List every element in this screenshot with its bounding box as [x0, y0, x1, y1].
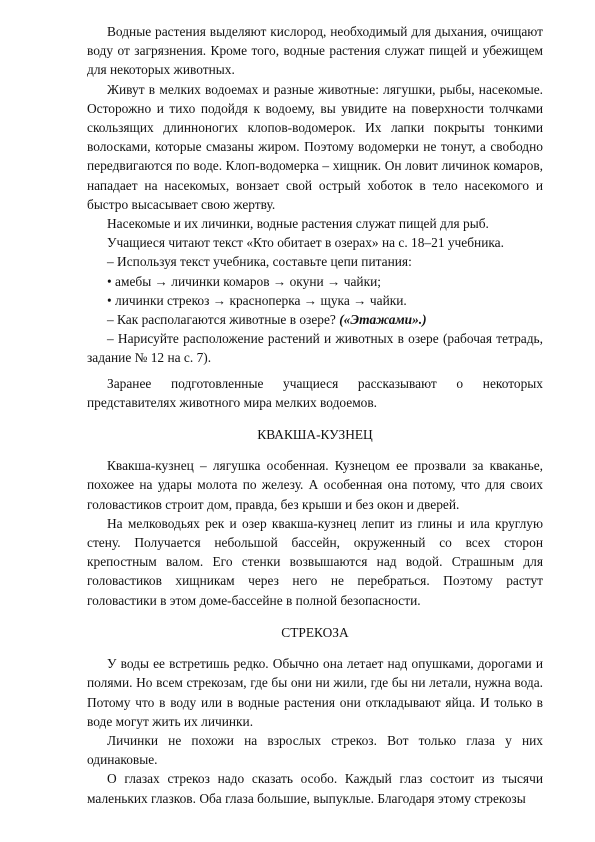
section-title-dragonfly: СТРЕКОЗА — [281, 624, 349, 640]
list-item-drawing-task: – Нарисуйте расположение растений и животных в озере (рабочая тетрадь, задание № 12 на с. 7). — [87, 331, 543, 366]
paragraph-dragonfly-2: Личинки не похожи на взрослых стрекоз. Вот только глаза у них одинаковые. — [87, 732, 543, 768]
paragraph-reading-task: Учащиеся читают текст «Кто обитает в озерах» на с. 18–21 учебника. — [107, 235, 504, 251]
paragraph-dragonfly-3: О глазах стрекоз надо сказать особо. Каждый глаз состоит из тысячи маленьких глазков. Оба глаза большие, выпуклые. Благодаря этому стрекозы — [87, 771, 543, 806]
paragraph-fish-food: Насекомые и их личинки, водные растения служат пищей для рыб. — [107, 216, 489, 232]
list-item-chain-2: • личинки стрекоз → красноперка → щука → чайки. — [107, 292, 407, 308]
paragraph-plants-oxygen: Водные растения выделяют кислород, необходимый для дыхания, очищают воду от загрязнения. Кроме того, водные растения служат пищей и убежищем для некоторых животных. — [87, 24, 543, 78]
list-item-chain-1: • амебы → личинки комаров → окуни → чайки; — [107, 273, 381, 289]
paragraph-dragonfly-1: У воды ее встретишь редко. Обычно она летает над опушками, дорогами и полями. Но всем стрекозам, где бы они ни жили, где бы ни летали, нужна вода. Потому что в воду или в водные растения они откладывают яйца. И только в воде могут жить их личинки. — [87, 656, 543, 729]
document-page — [87, 22, 543, 808]
paragraph-prepared-students: Заранее подготовленные учащиеся рассказывают о некоторых представителях животного мира мелких водоемов. — [87, 375, 543, 410]
list-item-question — [87, 310, 543, 329]
list-item-task-chains: – Используя текст учебника, составьте цепи питания: — [107, 254, 412, 270]
question-answer: («Этажами».) — [339, 312, 427, 328]
section-title-frog: КВАКША-КУЗНЕЦ — [257, 427, 373, 443]
paragraph-water-striders: Живут в мелких водоемах и разные животные: лягушки, рыбы, насекомые. Осторожно и тихо подойдя к водоему, вы увидите на поверхности толчками скользящих длинноногих клопов-водомерок. Их лапки покрыты тонкими волосками, которые смазаны жиром. Поэтому водомерки не тонут, а свободно передвигаются по воде. Клоп-водомерка – хищник. Он ловит личинок комаров, нападает на насекомых, вонзает свой острый хоботок в тело насекомого и быстро высасывает свою жертву. — [87, 81, 543, 212]
paragraph-frog-2: На мелководьях рек и озер квакша-кузнец лепит из глины и ила круглую стену. Получается небольшой бассейн, окруженный со всех сторон крепостным валом. Его стенки возвышаются над водой. Страшным для головастиков хищникам через него не перебраться. Поэтому растут головастики в этом доме-бассейне в полной безопасности. — [87, 515, 543, 608]
question-text: – Как располагаются животные в озере? — [107, 312, 340, 328]
paragraph-frog-1: Квакша-кузнец – лягушка особенная. Кузнецом ее прозвали за кваканье, похожее на удары молота по железу. А особенная она потому, что для своих головастиков строит дом, правда, без крыши и без окон и дверей. — [87, 458, 543, 512]
